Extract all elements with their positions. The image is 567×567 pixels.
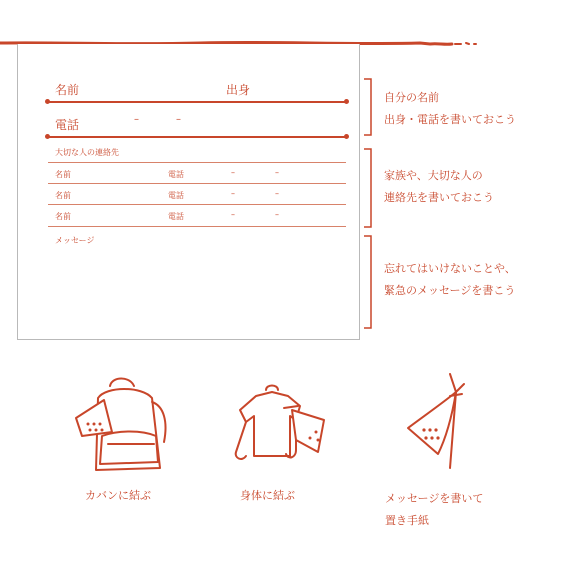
phone-dash: – — [176, 114, 181, 125]
contact-phone-dash: – — [231, 189, 235, 198]
annotation-line: 連絡先を書いておこう — [384, 191, 494, 204]
bracket-icon — [363, 148, 375, 228]
phone-line — [48, 136, 346, 138]
message-label: メッセージ — [55, 236, 95, 245]
contact-phone-dash: – — [275, 189, 279, 198]
bracket-icon — [363, 235, 375, 329]
contact-phone-dash: – — [231, 168, 235, 177]
contact-phone-dash: – — [231, 210, 235, 219]
row-divider — [48, 204, 346, 205]
name-label: 名前 — [55, 83, 80, 97]
contact-phone-dash: – — [275, 168, 279, 177]
caption-line: 置き手紙 — [385, 514, 429, 527]
contact-phone-dash: – — [275, 210, 279, 219]
contact-phone-label: 電話 — [168, 212, 184, 221]
annotation-line: 忘れてはいけないことや、 — [384, 262, 516, 275]
contact-phone-label: 電話 — [168, 170, 184, 179]
body-tie-icon — [226, 380, 338, 480]
contact-name-label: 名前 — [55, 191, 71, 200]
annotation-profile — [384, 87, 516, 131]
emergency-contact-card — [17, 44, 360, 340]
caption-line: カバンに結ぶ — [85, 489, 151, 502]
annotation-contacts — [384, 165, 494, 209]
phone-dash: – — [134, 114, 139, 125]
line-end-dot — [344, 99, 349, 104]
contact-phone-label: 電話 — [168, 191, 184, 200]
line-end-dot — [344, 134, 349, 139]
annotation-line: 家族や、大切な人の — [384, 169, 483, 182]
contact-name-label: 名前 — [55, 212, 71, 221]
hometown-label: 出身 — [226, 83, 251, 97]
contacts-heading: 大切な人の連絡先 — [55, 148, 119, 157]
annotation-message — [384, 258, 516, 302]
contact-name-label: 名前 — [55, 170, 71, 179]
backpack-icon — [68, 372, 178, 482]
annotation-line: 緊急のメッセージを書こう — [384, 284, 516, 297]
caption-note — [385, 488, 483, 532]
annotation-line: 自分の名前 — [384, 91, 439, 104]
row-divider — [48, 162, 346, 163]
row-divider — [48, 226, 346, 227]
hanging-note-icon — [390, 368, 490, 478]
annotation-line: 出身・電話を書いておこう — [384, 113, 516, 126]
caption-line: 身体に結ぶ — [240, 489, 295, 502]
caption-bag — [85, 485, 151, 507]
phone-label: 電話 — [55, 118, 80, 132]
bracket-icon — [363, 78, 375, 136]
caption-line: メッセージを書いて — [385, 492, 484, 505]
caption-body — [240, 485, 295, 507]
row-divider — [48, 183, 346, 184]
name-line — [48, 101, 346, 103]
